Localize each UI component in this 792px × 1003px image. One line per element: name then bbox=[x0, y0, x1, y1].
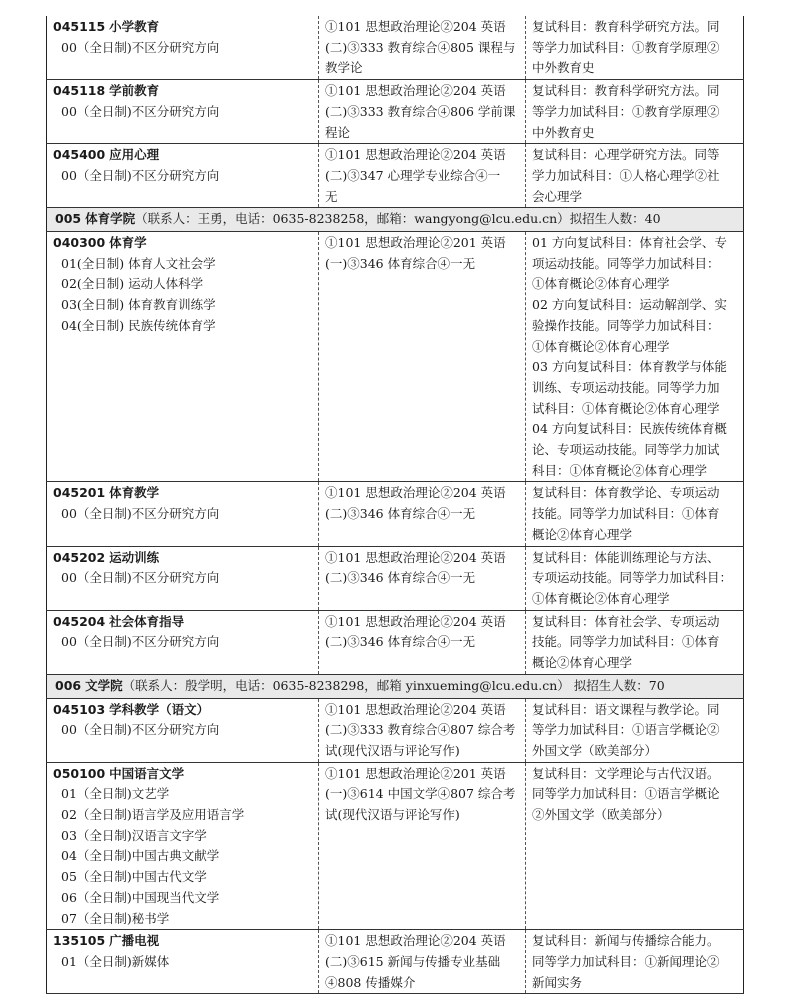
research-direction: 03（全日制)汉语言文字学 bbox=[61, 827, 207, 843]
retest-subjects-line: 复试科目：语文课程与教学论。同 bbox=[532, 701, 720, 717]
retest-subjects-cell bbox=[526, 144, 744, 208]
program-row bbox=[47, 930, 744, 994]
program-code: 045103 bbox=[53, 701, 106, 717]
retest-subjects-line: ①体育概论②体育心理学 bbox=[532, 276, 670, 292]
department-cell bbox=[47, 674, 744, 698]
program-code: 135105 bbox=[53, 933, 106, 949]
retest-subjects-line: 技能。同等学力加试科目：①体育 bbox=[532, 634, 720, 650]
retest-subjects-line: 等学力加试科目：①教育学原理② bbox=[532, 39, 720, 55]
exam-subjects-line: (二)③333 教育综合④805 课程与 bbox=[325, 39, 516, 55]
program-name: 小学教育 bbox=[109, 19, 160, 34]
program-row bbox=[47, 698, 744, 762]
exam-subjects-line: 试(现代汉语与评论写作) bbox=[325, 807, 460, 823]
exam-subjects-line: ①101 思想政治理论②204 英语 bbox=[325, 147, 506, 163]
department-row bbox=[47, 208, 744, 232]
retest-subjects-line: 专项运动技能。同等学力加试科目： bbox=[532, 570, 733, 586]
exam-subjects-line: 教学论 bbox=[325, 60, 363, 76]
program-cell bbox=[47, 80, 319, 144]
exam-subjects-line: 程论 bbox=[325, 124, 351, 140]
exam-subjects-cell bbox=[319, 16, 526, 80]
retest-subjects-line: 试科目：①体育概论②体育心理学 bbox=[532, 400, 720, 416]
program-code: 045202 bbox=[53, 549, 106, 565]
retest-subjects-line: 复试科目：心理学研究方法。同等 bbox=[532, 147, 720, 163]
retest-subjects-line: 复试科目：教育科学研究方法。同 bbox=[532, 19, 720, 34]
program-heading bbox=[53, 17, 315, 38]
retest-subjects-line: 复试科目：体育社会学、专项运动 bbox=[532, 613, 720, 629]
exam-subjects-cell bbox=[319, 698, 526, 762]
program-heading bbox=[53, 700, 315, 721]
retest-subjects-line: 04 方向复试科目：民族传统体育概 bbox=[532, 421, 727, 437]
program-code: 045118 bbox=[53, 83, 106, 99]
exam-subjects-line: ①101 思想政治理论②204 英语 bbox=[325, 701, 506, 717]
program-code: 045400 bbox=[53, 147, 106, 163]
exam-subjects-line: (二)③333 教育综合④806 学前课 bbox=[325, 103, 516, 119]
retest-subjects-cell bbox=[526, 762, 744, 930]
retest-subjects-line: 验操作技能。同等学力加试科目： bbox=[532, 317, 720, 333]
program-heading bbox=[53, 548, 315, 569]
department-name: 文学院 bbox=[85, 677, 123, 693]
research-direction: 00（全日制)不区分研究方向 bbox=[61, 506, 220, 522]
department-code: 006 bbox=[55, 677, 82, 693]
research-direction: 00（全日制)不区分研究方向 bbox=[61, 634, 220, 650]
exam-subjects-line: (二)③347 心理学专业综合④一 bbox=[325, 167, 501, 183]
retest-subjects-line: ①体育概论②体育心理学 bbox=[532, 338, 670, 354]
retest-subjects-line: 中外教育史 bbox=[532, 124, 595, 140]
program-cell bbox=[47, 232, 319, 482]
retest-subjects-line: ②外国文学（欧美部分） bbox=[532, 807, 670, 823]
exam-subjects-line: ①101 思想政治理论②201 英语 bbox=[325, 235, 506, 251]
exam-subjects-line: (一)③346 体育综合④一无 bbox=[325, 255, 476, 271]
retest-subjects-line: 复试科目：体能训练理论与方法、 bbox=[532, 549, 720, 565]
retest-subjects-line: 科目：①体育概论②体育心理学 bbox=[532, 462, 708, 478]
research-direction: 07（全日制)秘书学 bbox=[61, 910, 170, 926]
retest-subjects-line: 复试科目：教育科学研究方法。同 bbox=[532, 83, 720, 99]
research-direction: 04（全日制)中国古典文献学 bbox=[61, 848, 220, 864]
program-name: 体育教学 bbox=[109, 485, 160, 501]
department-info: （联系人：殷学明，电话：0635-8238298，邮箱 yinxueming@lcu.edu.cn） 拟招生人数：70 bbox=[122, 677, 665, 693]
retest-subjects-line: 技能。同等学力加试科目：①体育 bbox=[532, 506, 720, 522]
retest-subjects-cell bbox=[526, 610, 744, 674]
research-direction: 02(全日制) 运动人体科学 bbox=[61, 276, 204, 292]
program-name: 运动训练 bbox=[109, 549, 160, 565]
retest-subjects-line: 等学力加试科目：①语言学概论② bbox=[532, 722, 720, 738]
retest-subjects-line: ①体育概论②体育心理学 bbox=[532, 590, 670, 606]
program-code: 045115 bbox=[53, 19, 106, 34]
retest-subjects-line: 03 方向复试科目：体育教学与体能 bbox=[532, 359, 727, 375]
program-row bbox=[47, 546, 744, 610]
exam-subjects-line: ①101 思想政治理论②204 英语 bbox=[325, 485, 506, 501]
retest-subjects-cell bbox=[526, 930, 744, 994]
research-direction: 00（全日制)不区分研究方向 bbox=[61, 722, 220, 738]
exam-subjects-line: ①101 思想政治理论②204 英语 bbox=[325, 933, 506, 949]
program-row bbox=[47, 610, 744, 674]
retest-subjects-cell bbox=[526, 16, 744, 80]
retest-subjects-line: 学力加试科目：①人格心理学②社 bbox=[532, 167, 720, 183]
research-direction: 00（全日制)不区分研究方向 bbox=[61, 167, 220, 183]
retest-subjects-cell bbox=[526, 482, 744, 546]
program-cell bbox=[47, 610, 319, 674]
program-row bbox=[47, 80, 744, 144]
exam-subjects-line: (二)③346 体育综合④一无 bbox=[325, 506, 476, 522]
program-row bbox=[47, 232, 744, 482]
research-direction: 02（全日制)语言学及应用语言学 bbox=[61, 807, 245, 823]
retest-subjects-line: 复试科目：体育教学论、专项运动 bbox=[532, 485, 720, 501]
retest-subjects-line: 论、专项运动技能。同等学力加试 bbox=[532, 442, 720, 458]
retest-subjects-line: 复试科目：文学理论与古代汉语。 bbox=[532, 765, 720, 781]
exam-subjects-cell bbox=[319, 930, 526, 994]
exam-subjects-cell bbox=[319, 232, 526, 482]
exam-subjects-cell bbox=[319, 144, 526, 208]
program-cell bbox=[47, 698, 319, 762]
research-direction: 00（全日制)不区分研究方向 bbox=[61, 39, 220, 55]
program-heading bbox=[53, 612, 315, 633]
program-row bbox=[47, 482, 744, 546]
exam-subjects-line: (二)③346 体育综合④一无 bbox=[325, 570, 476, 586]
retest-subjects-line: 中外教育史 bbox=[532, 60, 595, 76]
program-name: 应用心理 bbox=[109, 147, 160, 163]
program-cell bbox=[47, 762, 319, 930]
retest-subjects-line: 会心理学 bbox=[532, 188, 583, 204]
program-code: 040300 bbox=[53, 235, 106, 251]
department-row bbox=[47, 674, 744, 698]
exam-subjects-cell bbox=[319, 482, 526, 546]
department-code: 005 bbox=[55, 211, 82, 227]
exam-subjects-line: (一)③614 中国文学④807 综合考 bbox=[325, 786, 516, 802]
retest-subjects-line: 等学力加试科目：①教育学原理② bbox=[532, 103, 720, 119]
research-direction: 04(全日制) 民族传统体育学 bbox=[61, 317, 216, 333]
program-heading bbox=[53, 81, 315, 102]
exam-subjects-line: (二)③615 新闻与传播专业基础 bbox=[325, 953, 501, 969]
program-name: 广播电视 bbox=[109, 933, 160, 949]
research-direction: 06（全日制)中国现当代文学 bbox=[61, 889, 220, 905]
exam-subjects-line: ①101 思想政治理论②204 英语 bbox=[325, 549, 506, 565]
exam-subjects-line: ①101 思想政治理论②204 英语 bbox=[325, 83, 506, 99]
exam-subjects-line: 无 bbox=[325, 188, 338, 204]
retest-subjects-cell bbox=[526, 232, 744, 482]
program-cell bbox=[47, 546, 319, 610]
program-row bbox=[47, 762, 744, 930]
retest-subjects-line: 外国文学（欧美部分） bbox=[532, 742, 658, 758]
program-cell bbox=[47, 482, 319, 546]
exam-subjects-cell bbox=[319, 762, 526, 930]
retest-subjects-line: 新闻实务 bbox=[532, 974, 583, 990]
program-name: 学前教育 bbox=[109, 83, 160, 99]
exam-subjects-line: ①101 思想政治理论②204 英语 bbox=[325, 613, 506, 629]
retest-subjects-cell bbox=[526, 80, 744, 144]
retest-subjects-line: 01 方向复试科目：体育社会学、专 bbox=[532, 235, 727, 251]
department-name: 体育学院 bbox=[85, 211, 136, 227]
program-heading bbox=[53, 145, 315, 166]
exam-subjects-line: (二)③346 体育综合④一无 bbox=[325, 634, 476, 650]
retest-subjects-line: 02 方向复试科目：运动解剖学、实 bbox=[532, 297, 727, 313]
program-code: 045201 bbox=[53, 485, 106, 501]
table-body bbox=[47, 16, 744, 994]
exam-subjects-cell bbox=[319, 610, 526, 674]
exam-subjects-line: ④808 传播媒介 bbox=[325, 974, 416, 990]
retest-subjects-cell bbox=[526, 698, 744, 762]
retest-subjects-line: 训练、专项运动技能。同等学力加 bbox=[532, 379, 720, 395]
program-name: 社会体育指导 bbox=[109, 613, 185, 629]
program-row bbox=[47, 144, 744, 208]
program-cell bbox=[47, 930, 319, 994]
research-direction: 01（全日制)文艺学 bbox=[61, 786, 170, 802]
research-direction: 00（全日制)不区分研究方向 bbox=[61, 103, 220, 119]
retest-subjects-line: 概论②体育心理学 bbox=[532, 655, 633, 671]
research-direction: 03(全日制) 体育教育训练学 bbox=[61, 297, 216, 313]
program-heading bbox=[53, 233, 315, 254]
program-heading bbox=[53, 931, 315, 952]
program-cell bbox=[47, 16, 319, 80]
program-heading bbox=[53, 483, 315, 504]
program-heading bbox=[53, 764, 315, 785]
research-direction: 00（全日制)不区分研究方向 bbox=[61, 570, 220, 586]
research-direction: 01(全日制) 体育人文社会学 bbox=[61, 255, 216, 271]
program-name: 中国语言文学 bbox=[109, 765, 185, 781]
department-cell bbox=[47, 208, 744, 232]
department-info: （联系人：王勇，电话：0635-8238258，邮箱：wangyong@lcu.edu.cn）拟招生人数：40 bbox=[135, 211, 661, 227]
exam-subjects-line: ①101 思想政治理论②204 英语 bbox=[325, 19, 506, 34]
program-code: 050100 bbox=[53, 765, 106, 781]
program-name: 体育学 bbox=[109, 235, 147, 251]
program-cell bbox=[47, 144, 319, 208]
exam-subjects-cell bbox=[319, 546, 526, 610]
retest-subjects-line: 概论②体育心理学 bbox=[532, 526, 633, 542]
exam-subjects-line: (二)③333 教育综合④807 综合考 bbox=[325, 722, 516, 738]
retest-subjects-cell bbox=[526, 546, 744, 610]
admissions-table bbox=[46, 16, 744, 994]
research-direction: 01（全日制)新媒体 bbox=[61, 953, 170, 969]
program-code: 045204 bbox=[53, 613, 106, 629]
retest-subjects-line: 同等学力加试科目：①语言学概论 bbox=[532, 786, 720, 802]
program-name: 学科教学（语文） bbox=[109, 701, 210, 717]
research-direction: 05（全日制)中国古代文学 bbox=[61, 869, 207, 885]
exam-subjects-cell bbox=[319, 80, 526, 144]
exam-subjects-line: ①101 思想政治理论②201 英语 bbox=[325, 765, 506, 781]
program-row bbox=[47, 16, 744, 80]
retest-subjects-line: 同等学力加试科目：①新闻理论② bbox=[532, 953, 720, 969]
exam-subjects-line: 试(现代汉语与评论写作) bbox=[325, 742, 460, 758]
retest-subjects-line: 项运动技能。同等学力加试科目： bbox=[532, 255, 720, 271]
retest-subjects-line: 复试科目：新闻与传播综合能力。 bbox=[532, 933, 720, 949]
